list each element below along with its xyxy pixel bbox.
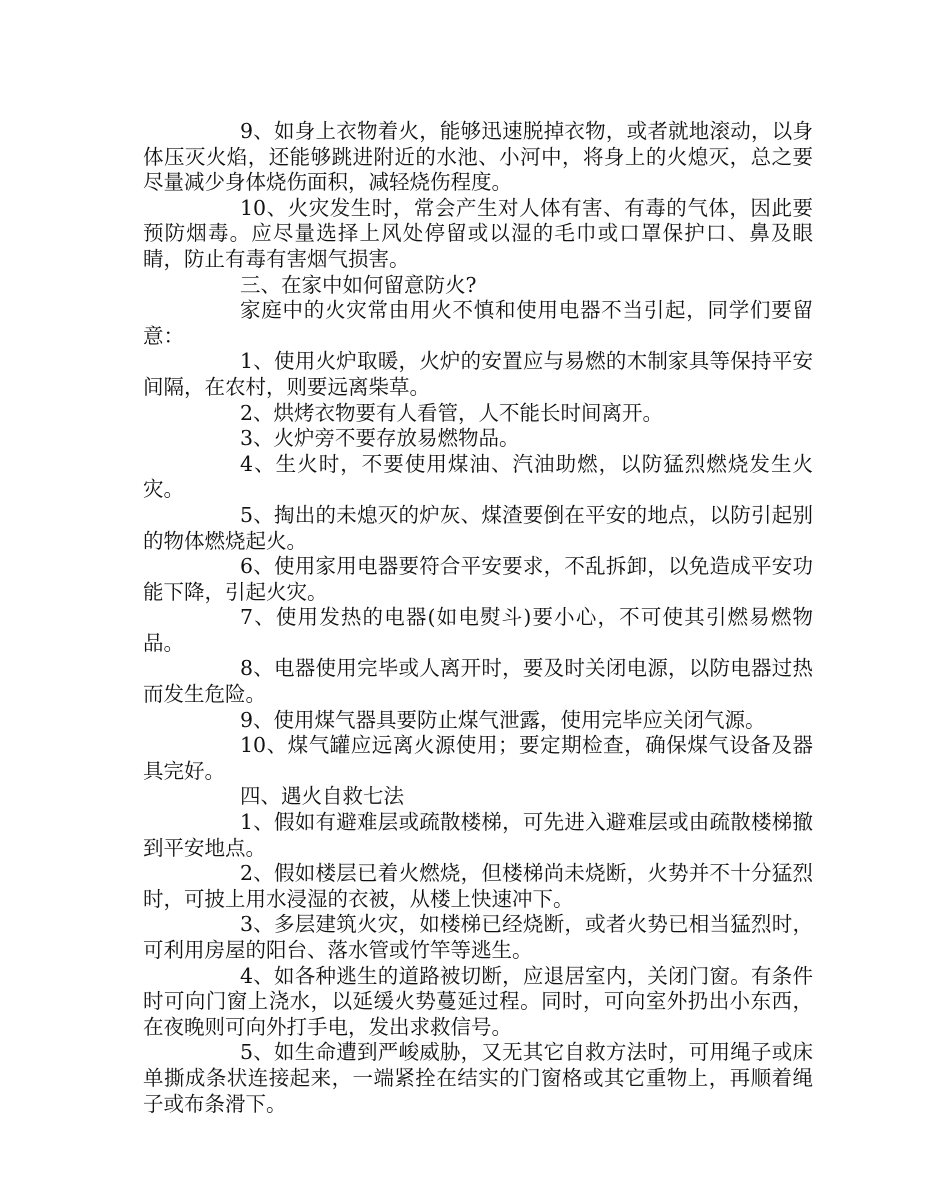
paragraph-smoke-poison: 10、火灾发生时，常会产生对人体有害、有毒的气体，因此要预防烟毒。应尽量选择上风处停留或以湿的毛巾或口罩保护口、鼻及眼睛，防止有毒有害烟气损害。	[143, 195, 813, 271]
list-item-balcony-escape: 3、多层建筑火灾，如楼梯已经烧断，或者火势已相当猛烈时，可利用房屋的阳台、落水管或竹竿等逃生。	[143, 912, 813, 962]
list-item-drying-clothes: 2、烘烤衣物要有人看管，人不能长时间离开。	[240, 400, 664, 425]
list-item-ash-disposal: 5、掏出的未熄灭的炉灰、煤渣要倒在平安的地点，以防引起别的物体燃烧起火。	[143, 502, 813, 553]
list-item-signal-help: 4、如各种逃生的道路被切断，应退居室内，关闭门窗。有条件时可向门窗上浇水，以延缓火势蔓延过程。同时，可向室外扔出小东西，在夜晚则可向外打手电，发出求救信号。	[143, 963, 813, 1039]
list-item-refuge-floor: 1、假如有避难层或疏散楼梯，可先进入避难层或由疏散楼梯撤到平安地点。	[143, 810, 813, 860]
list-item-heating-appliance: 7、使用发热的电器(如电熨斗)要小心，不可使其引燃易燃物品。	[143, 605, 813, 655]
paragraph-clothing-fire: 9、如身上衣物着火，能够迅速脱掉衣物，或者就地滚动，以身体压灭火焰，还能够跳进附近的水池、小河中，将身上的火熄灭，总之要尽量减少身体烧伤面积，减轻烧伤程度。	[143, 119, 813, 195]
paragraph-home-intro: 家庭中的火灾常由用火不慎和使用电器不当引起，同学们要留意：	[143, 298, 813, 348]
list-item-rope-escape: 5、如生命遭到严峻威胁，又无其它自救方法时，可用绳子或床单撕成条状连接起来，一端紧拴在结实的门窗格或其它重物上，再顺着绳子或布条滑下。	[143, 1040, 813, 1116]
list-item-stove-storage: 3、火炉旁不要存放易燃物品。	[240, 426, 520, 451]
list-item-gas-tank: 10、煤气罐应远离火源使用；要定期检查，确保煤气设备及器具完好。	[143, 733, 813, 783]
section-heading-home-fire-prevention: 三、在家中如何留意防火?	[240, 272, 477, 297]
list-item-stove-heating: 1、使用火炉取暖，火炉的安置应与易燃的木制家具等保持平安间隔，在农村，则要远离柴草。	[143, 349, 813, 399]
list-item-gas-leak: 9、使用煤气器具要防止煤气泄露，使用完毕应关闭气源。	[240, 707, 766, 732]
document-body	[143, 119, 813, 1117]
list-item-power-off: 8、电器使用完毕或人离开时，要及时关闭电源，以防电器过热而发生危险。	[143, 656, 813, 707]
section-heading-self-rescue: 四、遇火自救七法	[240, 784, 404, 809]
list-item-lighting-fire: 4、生火时，不要使用煤油、汽油助燃，以防猛烈燃烧发生火灾。	[143, 451, 813, 502]
list-item-appliance-safety: 6、使用家用电器要符合平安要求，不乱拆卸，以免造成平安功能下降，引起火灾。	[143, 554, 813, 604]
list-item-wet-blanket: 2、假如楼层已着火燃烧，但楼梯尚未烧断，火势并不十分猛烈时，可披上用水浸湿的衣被，从楼上快速冲下。	[143, 861, 813, 911]
